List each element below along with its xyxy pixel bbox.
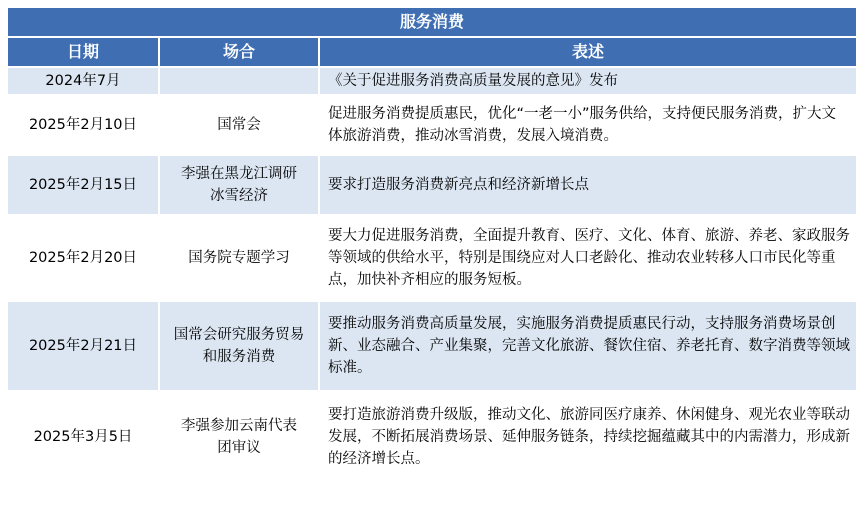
table-row bbox=[8, 96, 856, 154]
row-place: 国务院专题学习 bbox=[160, 216, 318, 300]
title-row bbox=[8, 8, 856, 36]
header-date: 日期 bbox=[8, 38, 158, 66]
row-date: 2025年2月21日 bbox=[8, 302, 158, 390]
table-row bbox=[8, 156, 856, 214]
row-date: 2024年7月 bbox=[8, 68, 158, 94]
service-consumption-table-wrapper bbox=[6, 6, 858, 484]
row-desc: 要求打造服务消费新亮点和经济新增长点 bbox=[320, 156, 856, 214]
header-place: 场合 bbox=[160, 38, 318, 66]
row-place: 李强参加云南代表团审议 bbox=[181, 418, 297, 456]
row-date: 2025年2月20日 bbox=[8, 216, 158, 300]
row-desc: 要大力促进服务消费，全面提升教育、医疗、文化、体育、旅游、养老、家政服务等领域的供给水平，特别是围绕应对人口老龄化、推动农业转移人口市民化等重点，加快补齐相应的服务短板。 bbox=[320, 216, 856, 300]
table-row bbox=[8, 68, 856, 94]
service-consumption-table bbox=[6, 6, 858, 484]
row-date: 2025年3月5日 bbox=[8, 392, 158, 482]
row-place: 国常会 bbox=[160, 96, 318, 154]
row-desc: 促进服务消费提质惠民，优化“一老一小”服务供给，支持便民服务消费，扩大文体旅游消费，推动冰雪消费，发展入境消费。 bbox=[320, 96, 856, 154]
header-row bbox=[8, 38, 856, 66]
row-desc: 要推动服务消费高质量发展，实施服务消费提质惠民行动，支持服务消费场景创新、业态融合、产业集聚，完善文化旅游、餐饮住宿、养老托育、数字消费等领域标准。 bbox=[320, 302, 856, 390]
table-row bbox=[8, 392, 856, 482]
row-place: 李强在黑龙江调研冰雪经济 bbox=[181, 166, 297, 204]
row-desc: 要打造旅游消费升级版，推动文化、旅游同医疗康养、休闲健身、观光农业等联动发展，不断拓展消费场景、延伸服务链条，持续挖掘蕴藏其中的内需潜力，形成新的经济增长点。 bbox=[320, 392, 856, 482]
row-desc: 《关于促进服务消费高质量发展的意见》发布 bbox=[320, 68, 856, 94]
row-date: 2025年2月15日 bbox=[8, 156, 158, 214]
table-title: 服务消费 bbox=[8, 8, 856, 36]
table-row bbox=[8, 216, 856, 300]
row-place: 国常会研究服务贸易和服务消费 bbox=[173, 327, 305, 365]
header-desc: 表述 bbox=[320, 38, 856, 66]
table-row bbox=[8, 302, 856, 390]
row-place bbox=[160, 68, 318, 94]
row-date: 2025年2月10日 bbox=[8, 96, 158, 154]
